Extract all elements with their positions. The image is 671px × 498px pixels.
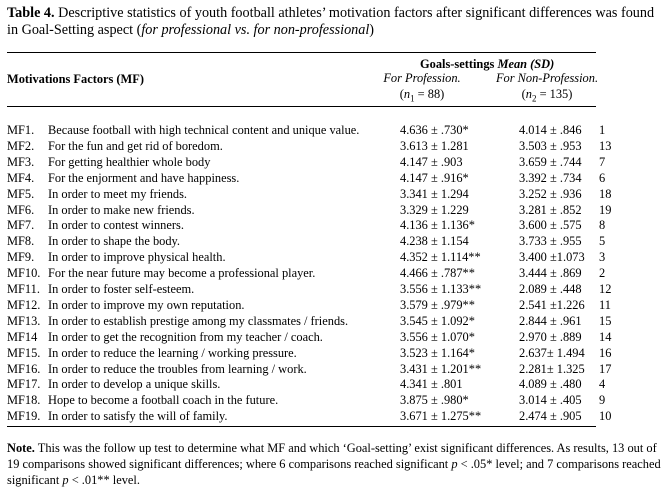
row-label: In order to improve physical health. xyxy=(48,250,226,265)
row-id: MF9. xyxy=(7,250,35,265)
table-row xyxy=(7,330,647,346)
note-part-2: < .05* level; and 7 comparisons reached significant xyxy=(7,457,661,487)
row-professional-value: 3.545 ± 1.092* xyxy=(400,313,475,328)
row-rank: 1 xyxy=(599,123,606,137)
table-row xyxy=(7,155,647,171)
row-non-professional-value: 2.637± 1.494 xyxy=(519,345,585,360)
n-non-sub: 2 xyxy=(531,93,537,104)
row-id: MF18. xyxy=(7,393,41,408)
row-label: In order to foster self-esteem. xyxy=(48,282,195,296)
row-label: In order to reduce the troubles from learning / work. xyxy=(48,361,307,376)
table-label: Table 4. xyxy=(7,5,55,21)
row-rank: 16 xyxy=(599,345,612,360)
row-id: MF5. xyxy=(7,186,35,201)
row-rank: 8 xyxy=(599,218,606,233)
row-id: MF3. xyxy=(7,154,35,169)
n-pro-var: n xyxy=(403,87,411,101)
table-row xyxy=(7,234,647,250)
row-rank: 15 xyxy=(599,313,612,328)
note-part-3: < .01** level. xyxy=(68,473,140,487)
row-professional-value: 3.875 ± .980* xyxy=(400,393,469,408)
row-id: MF6. xyxy=(7,202,35,217)
note-p-var-1: p xyxy=(451,457,458,471)
row-non-professional-value: 3.733 ± .955 xyxy=(519,234,582,249)
note-p-var-2: p xyxy=(62,473,69,487)
n-pro-sub: 1 xyxy=(410,93,415,104)
row-rank: 7 xyxy=(599,154,606,169)
table-row xyxy=(7,203,647,219)
row-rank: 17 xyxy=(599,361,612,376)
row-label: In order to improve my own reputation. xyxy=(48,297,245,312)
caption-italic: for professional vs. for non-professional xyxy=(141,22,370,38)
row-professional-value: 4.147 ± .903 xyxy=(400,154,463,169)
top-rule xyxy=(7,52,596,53)
table-row xyxy=(7,250,647,266)
row-professional-value: 4.341 ± .801 xyxy=(400,377,463,392)
row-professional-value: 4.636 ± .730* xyxy=(400,123,469,137)
note-label: Note. xyxy=(7,441,35,455)
row-rank: 3 xyxy=(599,250,606,265)
n-pro-open: ( xyxy=(399,87,404,101)
table-row xyxy=(7,171,647,187)
row-professional-value: 3.613 ± 1.281 xyxy=(400,138,469,153)
row-rank: 13 xyxy=(599,138,612,153)
row-label: For the fun and get rid of boredom. xyxy=(48,138,223,153)
row-rank: 5 xyxy=(599,234,606,249)
row-id: MF1. xyxy=(7,123,35,137)
n-non-professional xyxy=(486,87,608,105)
row-professional-value: 3.556 ± 1.070* xyxy=(400,329,475,344)
caption-text: Descriptive statistics of youth football athletes’ motivation factors after significant differences was found in Goal-Setting aspect ( xyxy=(7,5,655,38)
row-non-professional-value: 2.281± 1.325 xyxy=(519,361,585,376)
table-row xyxy=(7,218,647,234)
row-professional-value: 4.147 ± .916* xyxy=(400,170,469,185)
row-rank: 10 xyxy=(599,409,612,424)
row-label: For the enjorment and have happiness. xyxy=(48,170,240,185)
row-non-professional-value: 2.844 ± .961 xyxy=(519,313,582,328)
col-header-non-professional: For Non-Profession. xyxy=(495,71,599,85)
row-header: Motivations Factors (MF) xyxy=(7,72,144,86)
row-professional-value: 4.352 ± 1.114** xyxy=(400,250,481,265)
row-non-professional-value: 4.089 ± .480 xyxy=(519,377,582,392)
row-rank: 2 xyxy=(599,266,606,281)
row-id: MF10. xyxy=(7,266,41,281)
row-non-professional-value: 2.970 ± .889 xyxy=(519,329,582,344)
table-row xyxy=(7,123,647,139)
row-rank: 9 xyxy=(599,393,606,408)
row-non-professional-value: 2.541 ±1.226 xyxy=(519,297,585,312)
table-row xyxy=(7,282,647,298)
row-id: MF15. xyxy=(7,345,41,360)
table-note xyxy=(7,440,662,488)
n-professional xyxy=(372,87,472,105)
table-row xyxy=(7,266,647,282)
row-label: In order to satisfy the will of family. xyxy=(48,409,228,424)
table-caption xyxy=(7,5,657,39)
group-stat: Mean (SD) xyxy=(497,57,555,71)
row-professional-value: 3.671 ± 1.275** xyxy=(400,409,482,424)
row-rank: 14 xyxy=(599,329,612,344)
row-label: In order to get the recognition from my teacher / coach. xyxy=(48,329,323,344)
row-label: In order to reduce the learning / working pressure. xyxy=(48,345,297,360)
row-non-professional-value: 3.600 ± .575 xyxy=(519,218,582,233)
table-row xyxy=(7,187,647,203)
table-row xyxy=(7,346,647,362)
row-label: Hope to become a football coach in the future. xyxy=(48,393,279,408)
row-label: In order to meet my friends. xyxy=(48,186,188,201)
table-row xyxy=(7,377,647,393)
row-rank: 6 xyxy=(599,170,606,185)
row-rank: 19 xyxy=(599,202,612,217)
header-rule xyxy=(7,106,596,107)
col-header-professional: For Profession. xyxy=(383,71,461,85)
row-non-professional-value: 3.281 ± .852 xyxy=(519,202,582,217)
row-id: MF19. xyxy=(7,409,41,424)
row-professional-value: 3.579 ± .979** xyxy=(400,297,475,312)
group-label: Goals-settings xyxy=(420,57,495,71)
row-professional-value: 3.556 ± 1.133** xyxy=(400,282,482,296)
row-id: MF13. xyxy=(7,313,41,328)
row-non-professional-value: 2.089 ± .448 xyxy=(519,282,582,296)
row-professional-value: 4.466 ± .787** xyxy=(400,266,475,281)
row-non-professional-value: 3.444 ± .869 xyxy=(519,266,582,281)
row-id: MF4. xyxy=(7,170,35,185)
row-label: In order to make new friends. xyxy=(48,202,195,217)
n-pro-close: = 88) xyxy=(414,87,445,101)
table-row xyxy=(7,314,647,330)
row-label: In order to shape the body. xyxy=(48,234,181,249)
row-rank: 18 xyxy=(599,186,612,201)
row-id: MF14 xyxy=(7,329,38,344)
row-non-professional-value: 3.659 ± .744 xyxy=(519,154,582,169)
table-row xyxy=(7,362,647,378)
row-professional-value: 4.136 ± 1.136* xyxy=(400,218,475,233)
row-id: MF12. xyxy=(7,297,41,312)
n-non-open: ( xyxy=(521,87,526,101)
n-non-close: = 135) xyxy=(536,87,573,101)
row-id: MF7. xyxy=(7,218,35,233)
group-header xyxy=(420,57,554,71)
table-row xyxy=(7,139,647,155)
row-non-professional-value: 2.474 ± .905 xyxy=(519,409,582,424)
table-row xyxy=(7,298,647,314)
row-label: In order to develop a unique skills. xyxy=(48,377,221,392)
row-id: MF16. xyxy=(7,361,41,376)
caption-close: ) xyxy=(369,22,375,38)
row-non-professional-value: 3.392 ± .734 xyxy=(519,170,582,185)
row-professional-value: 3.341 ± 1.294 xyxy=(400,186,469,201)
row-professional-value: 3.523 ± 1.164* xyxy=(400,345,475,360)
row-id: MF8. xyxy=(7,234,35,249)
row-professional-value: 3.329 ± 1.229 xyxy=(400,202,469,217)
row-label: For the near future may become a professional player. xyxy=(48,266,316,281)
row-professional-value: 4.238 ± 1.154 xyxy=(400,234,469,249)
row-label: In order to establish prestige among my classmates / friends. xyxy=(48,313,349,328)
row-id: MF17. xyxy=(7,377,41,392)
row-label: Because football with high technical content and unique value. xyxy=(48,123,360,137)
row-non-professional-value: 3.503 ± .953 xyxy=(519,138,582,153)
row-non-professional-value: 3.014 ± .405 xyxy=(519,393,582,408)
row-rank: 11 xyxy=(599,297,611,312)
table-row xyxy=(7,409,647,425)
row-id: MF2. xyxy=(7,138,35,153)
row-non-professional-value: 3.252 ± .936 xyxy=(519,186,582,201)
note-part-1: This was the follow up test to determine what MF and which ‘Goal-setting’ exist significant differences. As results, 13 out of 19 comparisons showed significant differences; where 6 comparisons reached significant xyxy=(7,441,657,471)
row-non-professional-value: 4.014 ± .846 xyxy=(519,123,582,137)
n-non-var: n xyxy=(525,87,532,101)
row-professional-value: 3.431 ± 1.201** xyxy=(400,361,482,376)
row-rank: 12 xyxy=(599,282,612,296)
row-label: In order to contest winners. xyxy=(48,218,184,233)
row-rank: 4 xyxy=(599,377,606,392)
row-label: For getting healthier whole body xyxy=(48,154,211,169)
table-row xyxy=(7,393,647,409)
bottom-rule xyxy=(7,426,596,427)
row-id: MF11. xyxy=(7,282,40,296)
row-non-professional-value: 3.400 ±1.073 xyxy=(519,250,585,265)
